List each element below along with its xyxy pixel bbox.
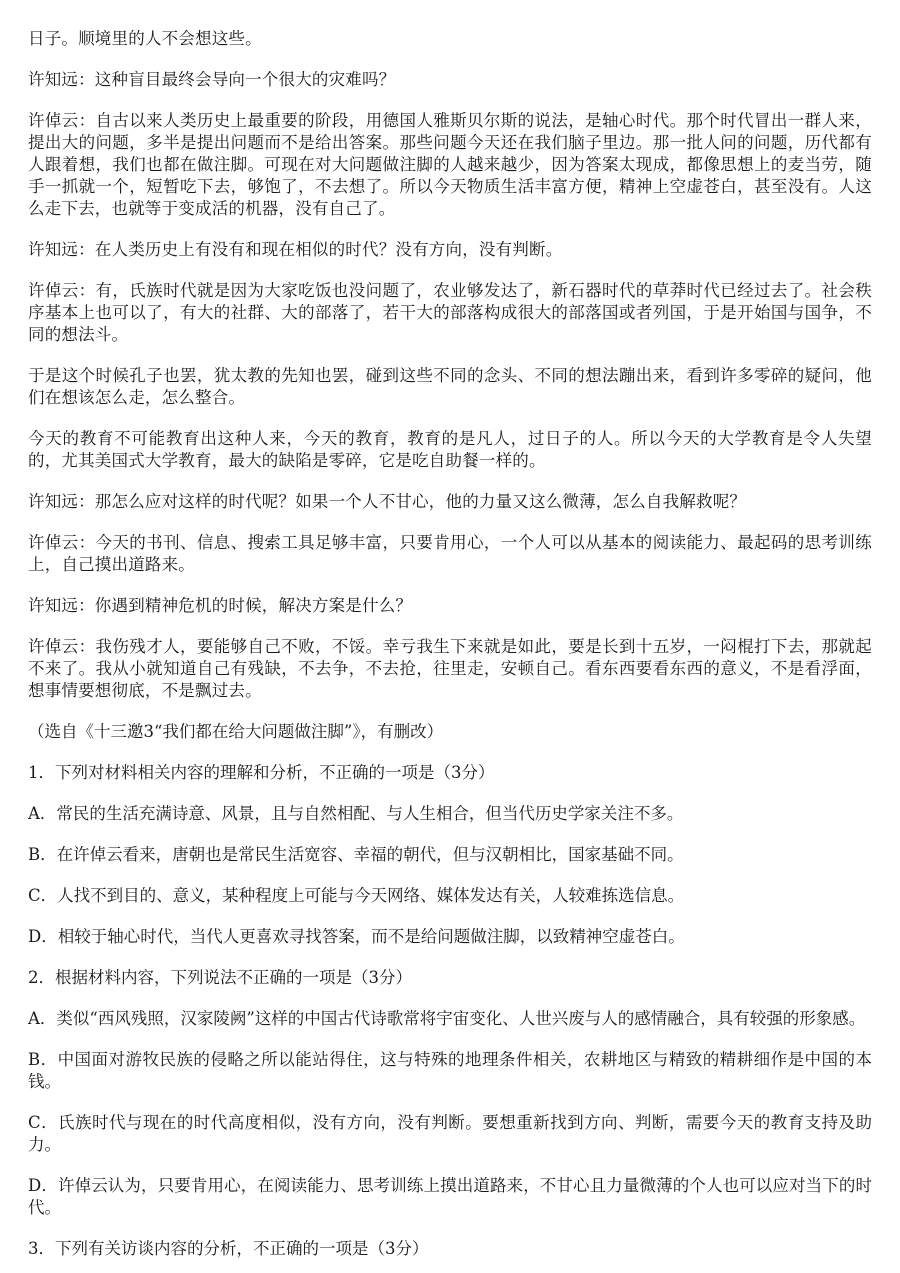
question-stem: 3．下列有关访谈内容的分析，不正确的一项是（3分） — [28, 1239, 429, 1258]
paragraph: 许倬云：我伤残才人，要能够自己不败，不馁。幸亏我生下来就是如此，要是长到十五岁，一闷棍打下去，那就起不来了。我从小就知道自己有残缺，不去争，不去抢，往里走，安顿自己。看东西要看东西的意义，不是看浮面，想事情要想彻底，不是飘过去。 — [28, 637, 872, 700]
option-a: A．类似“西风残照，汉家陵阙”这样的中国古代诗歌常将宇宙变化、人世兴废与人的感情融合，具有较强的形象感。 — [28, 1009, 866, 1028]
question-1 — [28, 762, 872, 948]
option-d: D．许倬云认为，只要肯用心，在阅读能力、思考训练上摸出道路来，不甘心且力量微薄的个人也可以应对当下的时代。 — [28, 1176, 872, 1217]
paragraph: 许倬云：有，氏族时代就是因为大家吃饭也没问题了，农业够发达了，新石器时代的草莽时代已经过去了。社会秩序基本上也可以了，有大的社群、大的部落了，若干大的部落构成很大的部落国或者列国，于是开始国与国争，不同的想法斗。 — [28, 281, 872, 344]
article-body — [28, 28, 872, 743]
question-2 — [28, 967, 872, 1219]
option-a: A．常民的生活充满诗意、风景，且与自然相配、与人生相合，但当代历史学家关注不多。 — [28, 804, 684, 823]
option-d: D．相较于轴心时代，当代人更喜欢寻找答案，而不是给问题做注脚，以致精神空虚苍白。 — [28, 927, 685, 946]
question-stem: 2．根据材料内容，下列说法不正确的一项是（3分） — [28, 968, 412, 987]
paragraph: 许知远：你遇到精神危机的时候，解决方案是什么？ — [28, 596, 413, 615]
question-stem: 1．下列对材料相关内容的理解和分析，不正确的一项是（3分） — [28, 763, 495, 782]
paragraph: 今天的教育不可能教育出这种人来，今天的教育，教育的是凡人，过日子的人。所以今天的大学教育是令人失望的，尤其美国式大学教育，最大的缺陷是零碎，它是吃自助餐一样的。 — [28, 429, 872, 470]
paragraph: 许知远：在人类历史上有没有和现在相似的时代？没有方向，没有判断。 — [28, 240, 563, 259]
question-3 — [28, 1238, 872, 1260]
option-b: B．在许倬云看来，唐朝也是常民生活宽容、幸福的朝代，但与汉朝相比，国家基础不同。 — [28, 845, 684, 864]
paragraph: 许倬云：今天的书刊、信息、搜索工具足够丰富，只要肯用心，一个人可以从基本的阅读能力、最起码的思考训练上，自己摸出道路来。 — [28, 533, 872, 574]
paragraph: 于是这个时候孔子也罢，犹太教的先知也罢，碰到这些不同的念头、不同的想法蹦出来，看到许多零碎的疑问，他们在想该怎么走，怎么整合。 — [28, 366, 872, 407]
option-c: C．氏族时代与现在的时代高度相似，没有方向，没有判断。要想重新找到方向、判断，需要今天的教育支持及助力。 — [28, 1113, 872, 1154]
paragraph: 许倬云：自古以来人类历史上最重要的阶段，用德国人雅斯贝尔斯的说法，是轴心时代。那个时代冒出一群人来，提出大的问题，多半是提出问题而不是给出答案。那些问题今天还在我们脑子里边。那一批人问的问题，历代都有人跟着想，我们也都在做注脚。可现在对大问题做注脚的人越来越少，因为答案太现成，都像思想上的麦当劳，随手一抓就一个，短暂吃下去，够饱了，不去想了。所以今天物质生活丰富方便，精神上空虚苍白，甚至没有。人这么走下去，也就等于变成活的机器，没有自己了。 — [28, 111, 872, 218]
paragraph: 日子。顺境里的人不会想这些。 — [28, 29, 262, 48]
paragraph: 许知远：那怎么应对这样的时代呢？如果一个人不甘心，他的力量又这么微薄，怎么自我解救呢？ — [28, 492, 747, 511]
source-citation: （选自《十三邀3“我们都在给大问题做注脚”》，有删改） — [28, 722, 444, 741]
option-c: C．人找不到目的、意义，某种程度上可能与今天网络、媒体发达有关，人较难拣选信息。 — [28, 886, 685, 905]
option-b: B．中国面对游牧民族的侵略之所以能站得住，这与特殊的地理条件相关，农耕地区与精致的精耕细作是中国的本钱。 — [28, 1050, 872, 1091]
paragraph: 许知远：这种盲目最终会导向一个很大的灾难吗？ — [28, 70, 396, 89]
